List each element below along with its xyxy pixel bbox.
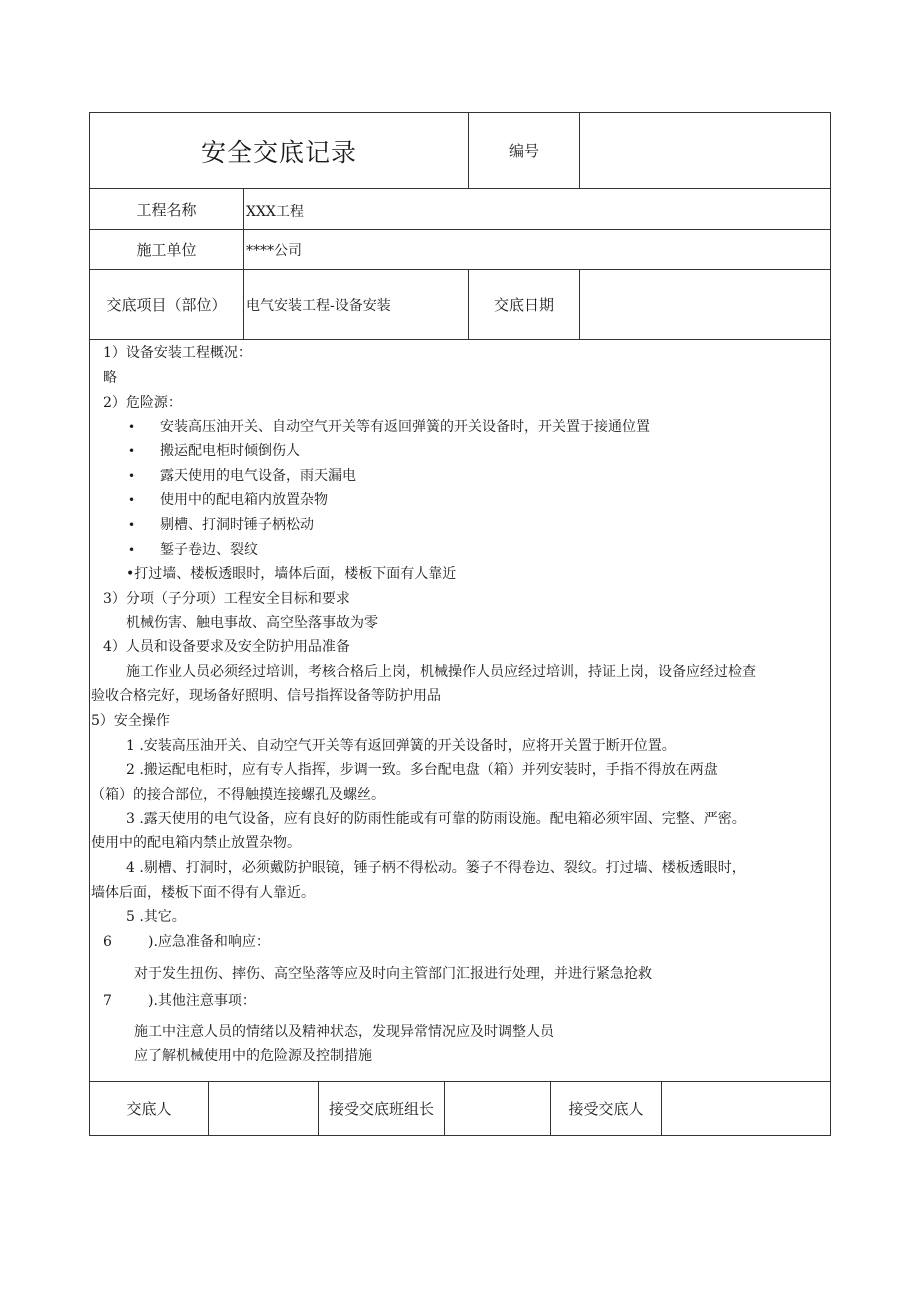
section-3-title: 3）分项（子分项）工程安全目标和要求: [103, 591, 350, 607]
bullet-icon: •: [128, 420, 136, 434]
hazard-item: 安装高压油开关、自动空气开关等有返回弹簧的开关设备时，开关置于接通位置: [160, 419, 650, 435]
section-7-title: ).其他注意事项：: [148, 993, 256, 1009]
section-3-text: 机械伤害、触电事故、高空坠落事故为零: [126, 615, 378, 631]
hazard-item: 錾子卷边、裂纹: [160, 542, 258, 558]
section-5-item: 2 .搬运配电柜时，应有专人指挥，步调一致。多台配电盘（箱）并列安装时，手指不得放在两盘: [126, 762, 718, 778]
section-5-item: 3 .露天使用的电气设备，应有良好的防雨性能或有可靠的防雨设施。配电箱必须牢固、完整、严密。: [126, 811, 746, 827]
receiver-label: 接受交底人: [568, 1100, 644, 1118]
section-6-title: ).应急准备和响应：: [148, 934, 270, 950]
number-label: 编号: [508, 142, 539, 160]
section-6-number: 6: [103, 934, 112, 950]
page-title: 安全交底记录: [200, 137, 357, 167]
bullet-icon: •: [128, 518, 136, 532]
section-5-item: 使用中的配电箱内禁止放置杂物。: [91, 835, 301, 851]
section-5-item: （箱）的接合部位，不得触摸连接螺孔及螺丝。: [91, 787, 385, 803]
row-divider: [89, 339, 831, 340]
hazard-item: 使用中的配电箱内放置杂物: [160, 492, 328, 508]
col-divider: [243, 188, 244, 340]
team-leader-label: 接受交底班组长: [328, 1100, 434, 1118]
item-label: 交底项目（部位）: [106, 296, 227, 314]
section-5-item: 4 .剔槽、打洞时，必须戴防护眼镜，锤子柄不得松动。篓子不得卷边、裂纹。打过墙、楼板透眼时，: [126, 860, 746, 876]
item-value[interactable]: 电气安装工程-设备安装: [246, 298, 391, 314]
section-1-text: 略: [103, 370, 117, 386]
section-1-title: 1）设备安装工程概况：: [103, 345, 252, 361]
section-5-item: 5 .其它。: [126, 909, 186, 925]
section-5-item: 墙体后面，楼板下面不得有人靠近。: [91, 885, 315, 901]
section-5-item: 1 .安装高压油开关、自动空气开关等有返回弹簧的开关设备时，应将开关置于断开位置。: [126, 738, 676, 754]
section-4-line: 施工作业人员必须经过培训，考核合格后上岗，机械操作人员应经过培训，持证上岗，设备应经过检查: [126, 664, 756, 680]
number-field[interactable]: [580, 113, 830, 188]
hazard-item-last: •打过墙、楼板透眼时，墙体后面，楼板下面有人靠近: [126, 566, 457, 582]
date-label: 交底日期: [493, 296, 554, 314]
hazard-item: 剔槽、打洞时锤子柄松动: [160, 517, 314, 533]
date-field[interactable]: [580, 270, 830, 339]
contractor-label: 施工单位: [136, 241, 197, 259]
section-4-line: 验收合格完好，现场备好照明、信号指挥设备等防护用品: [91, 688, 441, 704]
section-6-text: 对于发生扭伤、摔伤、高空坠落等应及时向主管部门汇报进行处理，并进行紧急抢救: [134, 966, 652, 982]
section-2-title: 2）危险源：: [103, 395, 182, 411]
receiver-field[interactable]: [662, 1082, 830, 1135]
section-7-line: 施工中注意人员的情绪以及精神状态，发现异常情况应及时调整人员: [134, 1024, 554, 1040]
bullet-icon: •: [128, 469, 136, 483]
project-name-value[interactable]: XXX工程: [246, 204, 304, 220]
section-7-line: 应了解机械使用中的危险源及控制措施: [134, 1048, 372, 1064]
project-name-label: 工程名称: [136, 200, 197, 219]
contractor-value[interactable]: ****公司: [246, 243, 302, 259]
team-leader-field[interactable]: [445, 1082, 550, 1135]
bullet-icon: •: [128, 444, 136, 458]
presenter-label: 交底人: [126, 1100, 172, 1118]
hazard-item: 露天使用的电气设备，雨天漏电: [160, 468, 356, 484]
bullet-icon: •: [128, 543, 136, 557]
bullet-icon: •: [128, 493, 136, 507]
section-7-number: 7: [103, 993, 112, 1009]
section-4-title: 4）人员和设备要求及安全防护用品准备: [103, 639, 350, 655]
section-5-title: 5）安全操作: [91, 713, 170, 729]
presenter-field[interactable]: [209, 1082, 318, 1135]
table-border-right: [830, 112, 831, 1136]
table-border-bottom: [89, 1135, 831, 1136]
hazard-item: 搬运配电柜时倾倒伤人: [160, 443, 300, 459]
